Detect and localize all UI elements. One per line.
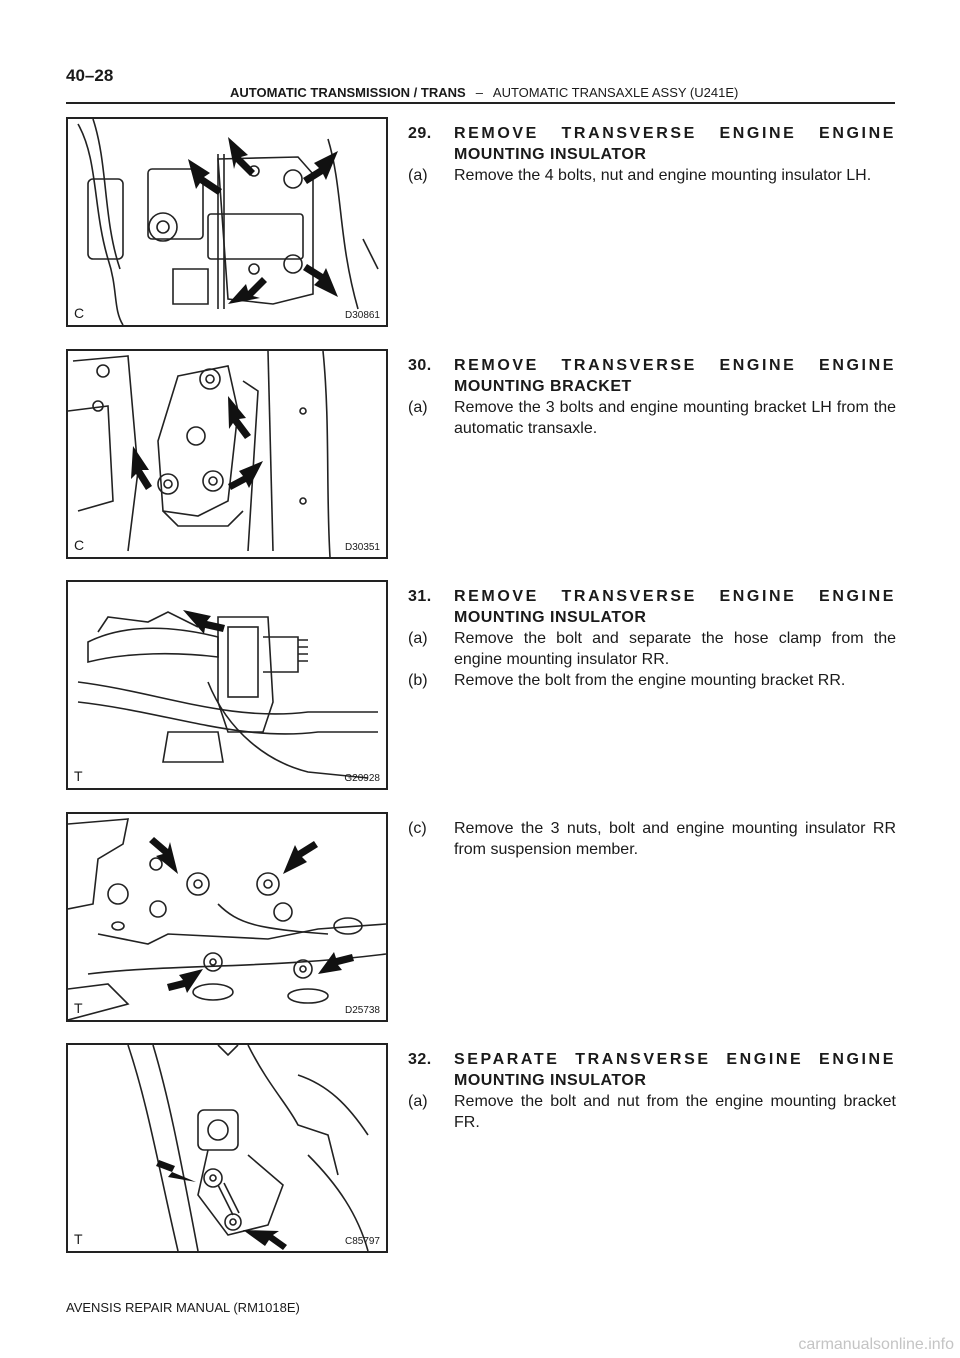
figure-c85797 xyxy=(66,1043,388,1253)
substep xyxy=(408,397,896,439)
figure-d25738 xyxy=(66,812,388,1022)
illustration-bracket-fr xyxy=(68,1045,386,1251)
substep xyxy=(408,670,896,691)
figure-letter: C xyxy=(74,537,85,553)
step-title-line2: MOUNTING INSULATOR xyxy=(454,609,647,626)
substep xyxy=(408,818,896,860)
figure-d30861 xyxy=(66,117,388,327)
step-title xyxy=(454,123,896,165)
figure-code: D30351 xyxy=(344,542,380,553)
figure-g20928 xyxy=(66,580,388,790)
substep-text: Remove the bolt and separate the hose clamp from the engine mounting insulator RR. xyxy=(454,630,896,668)
illustration-insulator-rr xyxy=(68,582,386,788)
header-rule xyxy=(66,102,895,104)
step-number: 29. xyxy=(408,125,432,142)
figure-letter: T xyxy=(74,1231,83,1247)
substep-label: (a) xyxy=(408,167,428,184)
figure-letter: T xyxy=(74,768,83,784)
substep-text: Remove the 4 bolts, nut and engine mounting insulator LH. xyxy=(454,167,872,184)
page-footer: AVENSIS REPAIR MANUAL (RM1018E) xyxy=(66,1300,300,1315)
header-section: AUTOMATIC TRANSMISSION / TRANS xyxy=(230,85,466,100)
figure-letter: T xyxy=(74,1000,83,1016)
substep-label: (c) xyxy=(408,820,427,837)
page-header xyxy=(230,85,738,100)
substep xyxy=(408,165,896,186)
illustration-insulator-lh xyxy=(68,119,386,325)
step-title-line2: MOUNTING BRACKET xyxy=(454,378,632,395)
header-separator: – xyxy=(475,85,483,100)
substep-text: Remove the bolt and nut from the engine mounting bracket FR. xyxy=(454,1093,896,1131)
figure-code: D25738 xyxy=(344,1005,380,1016)
illustration-suspension-member xyxy=(68,814,386,1020)
figure-d30351 xyxy=(66,349,388,559)
step-title xyxy=(454,1049,896,1091)
substep-label: (a) xyxy=(408,399,428,416)
figure-code: C85797 xyxy=(344,1236,380,1247)
illustration-bracket-lh xyxy=(68,351,386,557)
step-31-continued xyxy=(408,818,896,860)
header-subsection: AUTOMATIC TRANSAXLE ASSY (U241E) xyxy=(492,85,739,100)
step-31 xyxy=(408,586,896,691)
substep-text: Remove the bolt from the engine mounting bracket RR. xyxy=(454,672,846,689)
figure-code: G20928 xyxy=(344,773,380,784)
step-title-line1: SEPARATE TRANSVERSE ENGINE ENGINE xyxy=(454,1051,896,1068)
step-number: 30. xyxy=(408,357,432,374)
figure-code: D30861 xyxy=(344,310,380,321)
substep-label: (a) xyxy=(408,1093,428,1110)
step-title-line2: MOUNTING INSULATOR xyxy=(454,146,647,163)
substep-text: Remove the 3 bolts and engine mounting bracket LH from the automatic transaxle. xyxy=(454,399,896,437)
step-title xyxy=(454,355,896,397)
step-title-line1: REMOVE TRANSVERSE ENGINE ENGINE xyxy=(454,125,896,142)
watermark: carmanualsonline.info xyxy=(798,1336,954,1353)
step-title xyxy=(454,586,896,628)
substep xyxy=(408,1091,896,1133)
step-title-line1: REMOVE TRANSVERSE ENGINE ENGINE xyxy=(454,588,896,605)
substep-label: (a) xyxy=(408,630,428,647)
step-30 xyxy=(408,355,896,439)
page-number: 40–28 xyxy=(66,66,114,85)
substep-label: (b) xyxy=(408,672,428,689)
step-number: 31. xyxy=(408,588,432,605)
step-29 xyxy=(408,123,896,186)
figure-letter: C xyxy=(74,305,85,321)
step-title-line1: REMOVE TRANSVERSE ENGINE ENGINE xyxy=(454,357,896,374)
substep xyxy=(408,628,896,670)
step-number: 32. xyxy=(408,1051,432,1068)
step-title-line2: MOUNTING INSULATOR xyxy=(454,1072,647,1089)
substep-text: Remove the 3 nuts, bolt and engine mounting insulator RR from suspension member. xyxy=(454,820,896,858)
step-32 xyxy=(408,1049,896,1133)
